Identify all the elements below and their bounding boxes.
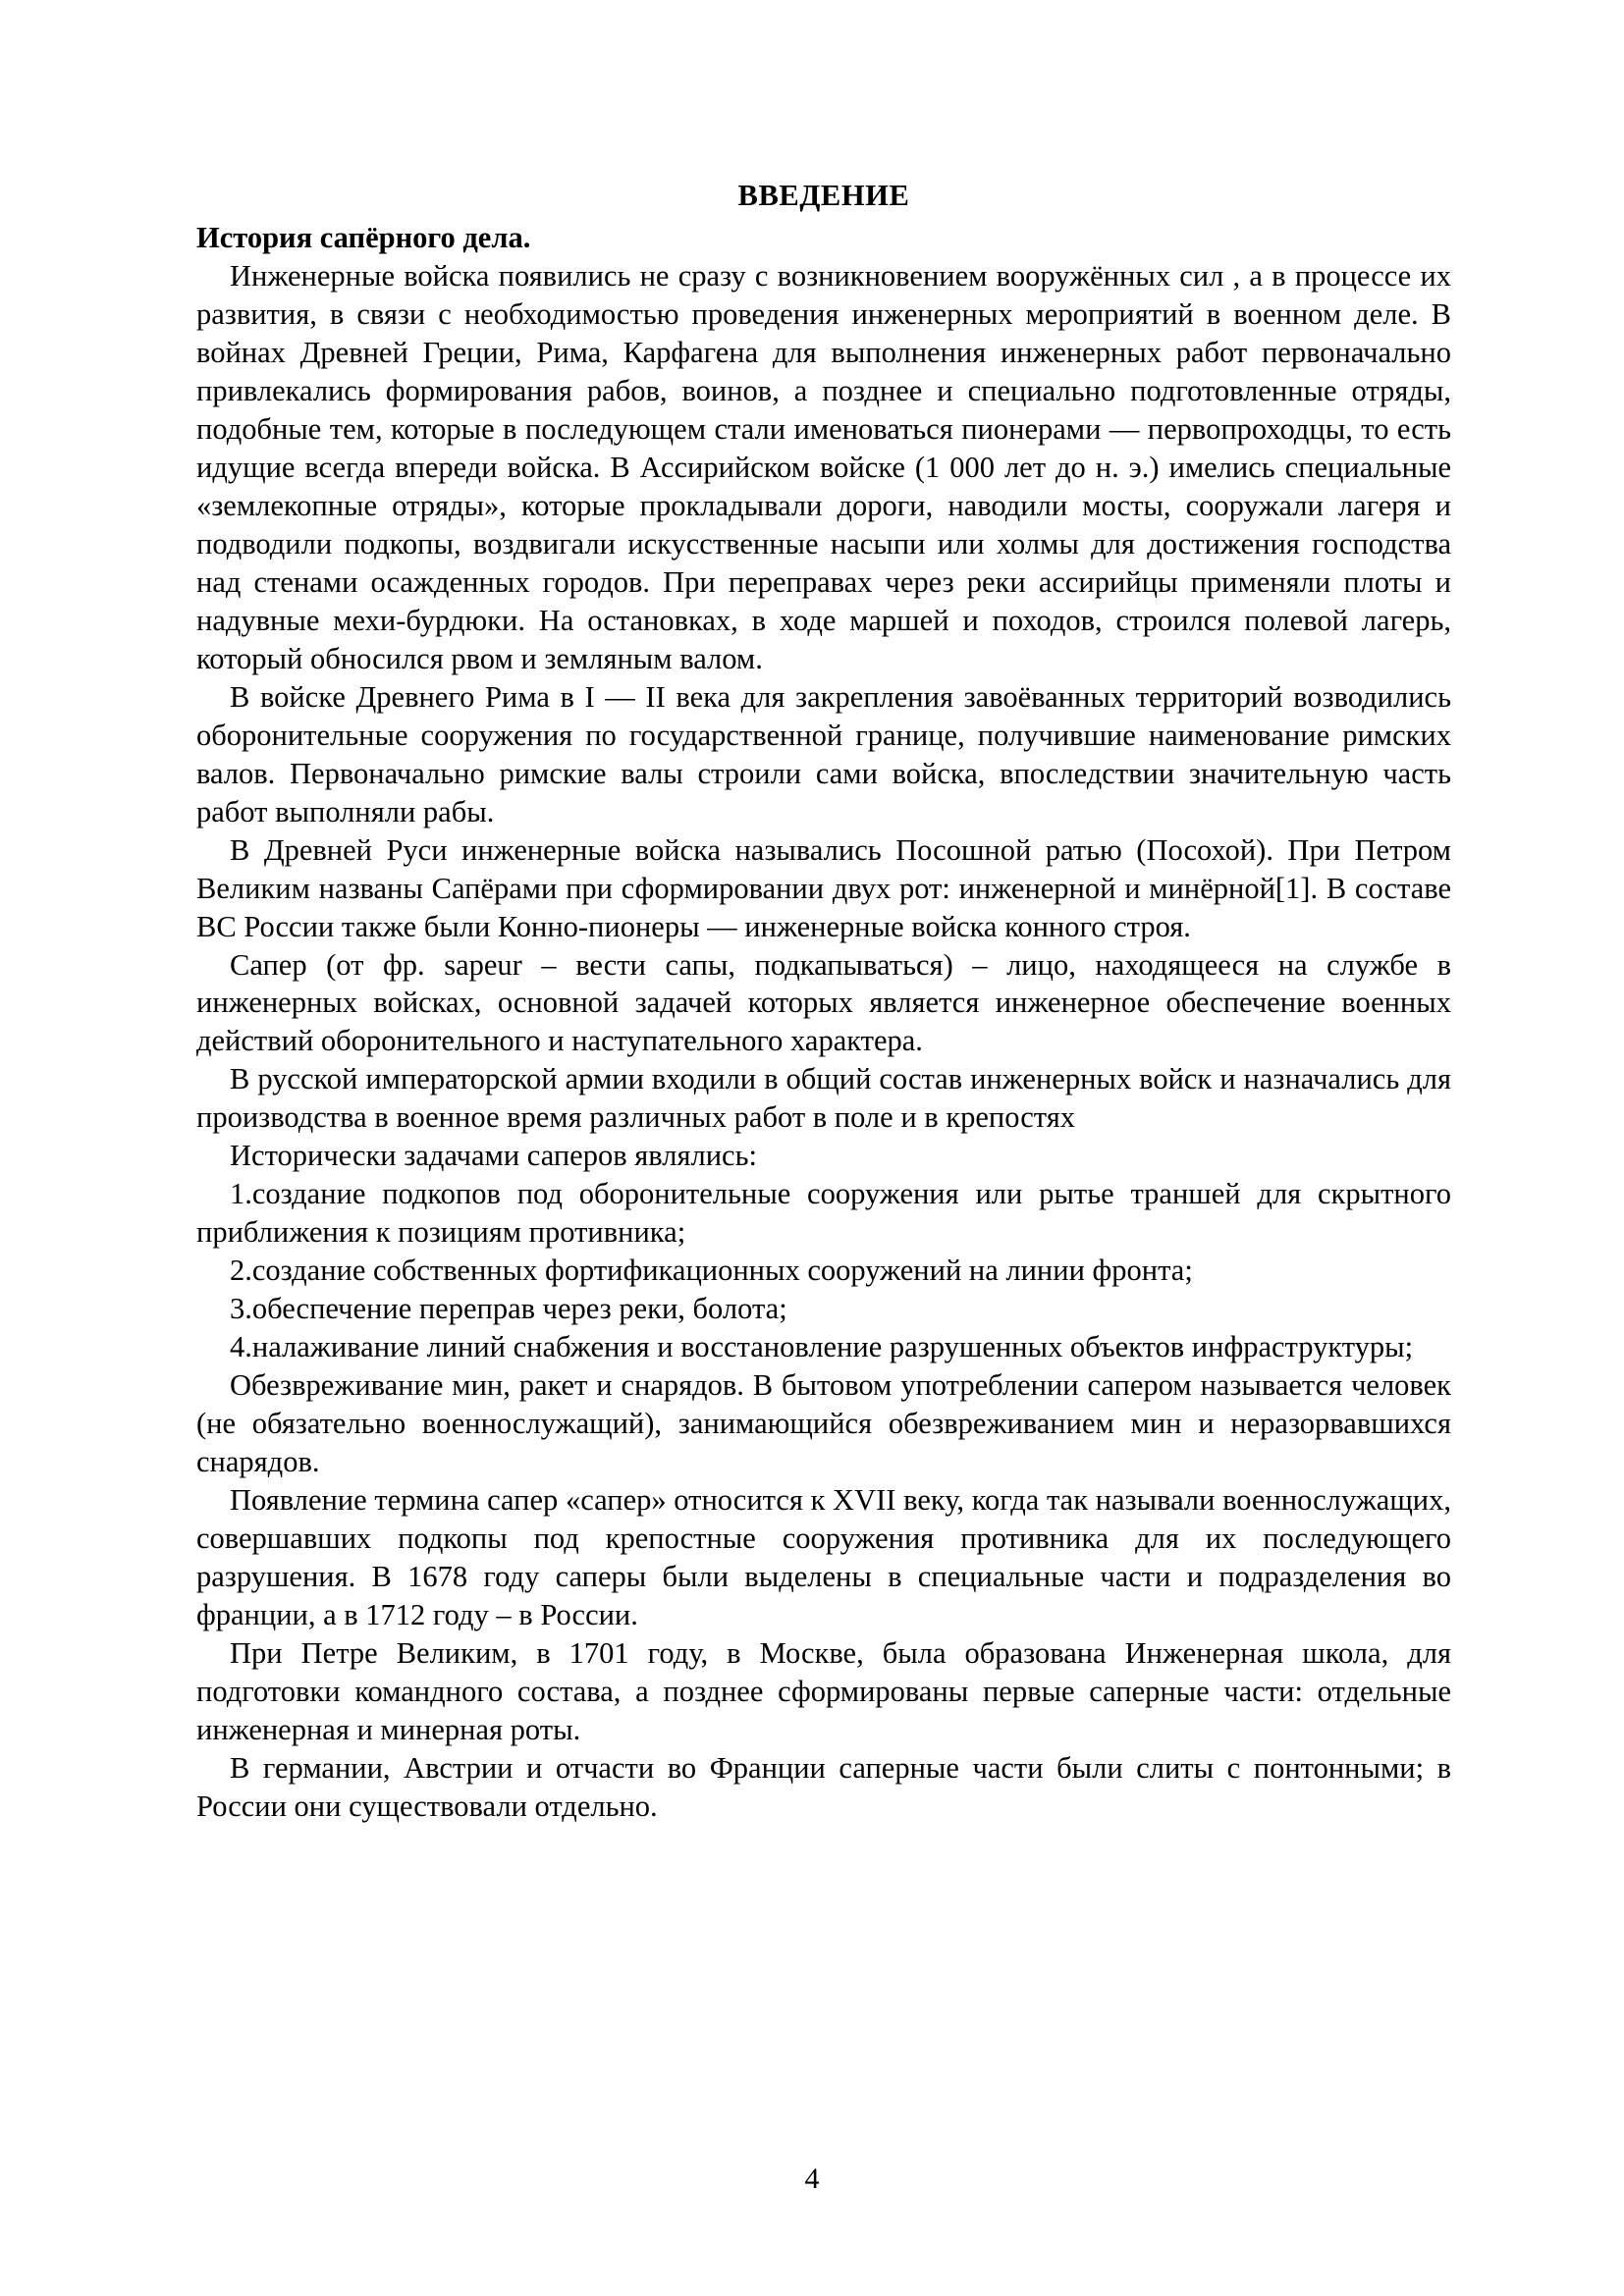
list-item: 2.создание собственных фортификационных сооружений на линии фронта; [230,1254,1193,1288]
list-item: 4.налаживание линий снабжения и восстановление разрушенных объектов инфраструктуры; [230,1330,1414,1364]
paragraph: Исторически задачами саперов являлись: [230,1139,757,1173]
paragraph: Сапер (от фр. sapeur – вести сапы, подкапываться) – лицо, находящееся на службе в инженерных войсках, основной задачей которых является инженерное обеспечение военных действий оборонительного и наступательного характера. [196,947,1451,1058]
paragraph: В Древней Руси инженерные войска назывались Посошной ратью (Посохой). При Петром Великим названы Сапёрами при сформировании двух рот: инженерной и минёрной[1]. В составе ВС России также были Конно-пионеры — инженерные войска конного строя. [196,832,1451,943]
paragraph: Инженерные войска появились не сразу с возникновением вооружённых сил , а в процессе их развития, в связи с необходимостью проведения инженерных мероприятий в военном деле. В войнах Древней Греции, Рима, Карфагена для выполнения инженерных работ первоначально привлекались формирования рабов, воинов, а позднее и специально подготовленные отряды, подобные тем, которые в последующем стали именоваться пионерами — первопроходцы, то есть идущие всегда впереди войска. В Ассирийском войске (1 000 лет до н. э.) имелись специальные «землекопные отряды», которые прокладывали дороги, наводили мосты, сооружали лагеря и подводили подкопы, воздвигали искусственные насыпи или холмы для достижения господства над стенами осажденных городов. При переправах через реки ассирийцы применяли плоты и надувные мехи-бурдюки. На остановках, в ходе маршей и походов, строился полевой лагерь, который обносился рвом и земляным валом. [196,259,1451,675]
paragraph: Появление термина сапер «сапер» относится к XVII веку, когда так называли военнослужащих, совершавших подкопы под крепостные сооружения противника для их последующего разрушения. В 1678 году саперы были выделены в специальные части и подразделения во франции, а в 1712 году – в России. [196,1483,1451,1631]
list-item: 1.создание подкопов под оборонительные сооружения или рытье траншей для скрытного приближения к позициям противника; [196,1177,1451,1250]
paragraph: При Петре Великим, в 1701 году, в Москве, была образована Инженерная школа, для подготовки командного состава, а позднее сформированы первые саперные части: отдельные инженерная и минерная роты. [196,1635,1451,1746]
paragraph: В войске Древнего Рима в I — II века для закрепления завоёванных территорий возводились оборонительные сооружения по государственной границе, получившие наименование римских валов. Первоначально римские валы строили сами войска, впоследствии значительную часть работ выполняли рабы. [196,679,1451,828]
page-title: ВВЕДЕНИЕ [737,179,910,212]
body-paragraphs [196,257,1451,1826]
page-number: 4 [804,2163,820,2195]
page-content [196,177,1451,1826]
paragraph: Обезвреживание мин, ракет и снарядов. В бытовом употреблении сапером называется человек (не обязательно военнослужащий), занимающийся обезвреживанием мин и неразорвавшихся снарядов. [196,1368,1451,1479]
paragraph: В германии, Австрии и отчасти во Франции саперные части были слиты с понтонными; в России они существовали отдельно. [196,1750,1451,1823]
list-item: 3.обеспечение переправ через реки, болота; [230,1292,787,1326]
section-heading: История сапёрного дела. [196,221,531,255]
paragraph: В русской императорской армии входили в общий состав инженерных войск и назначались для производства в военное время различных работ в поле и в крепостях [196,1062,1451,1135]
